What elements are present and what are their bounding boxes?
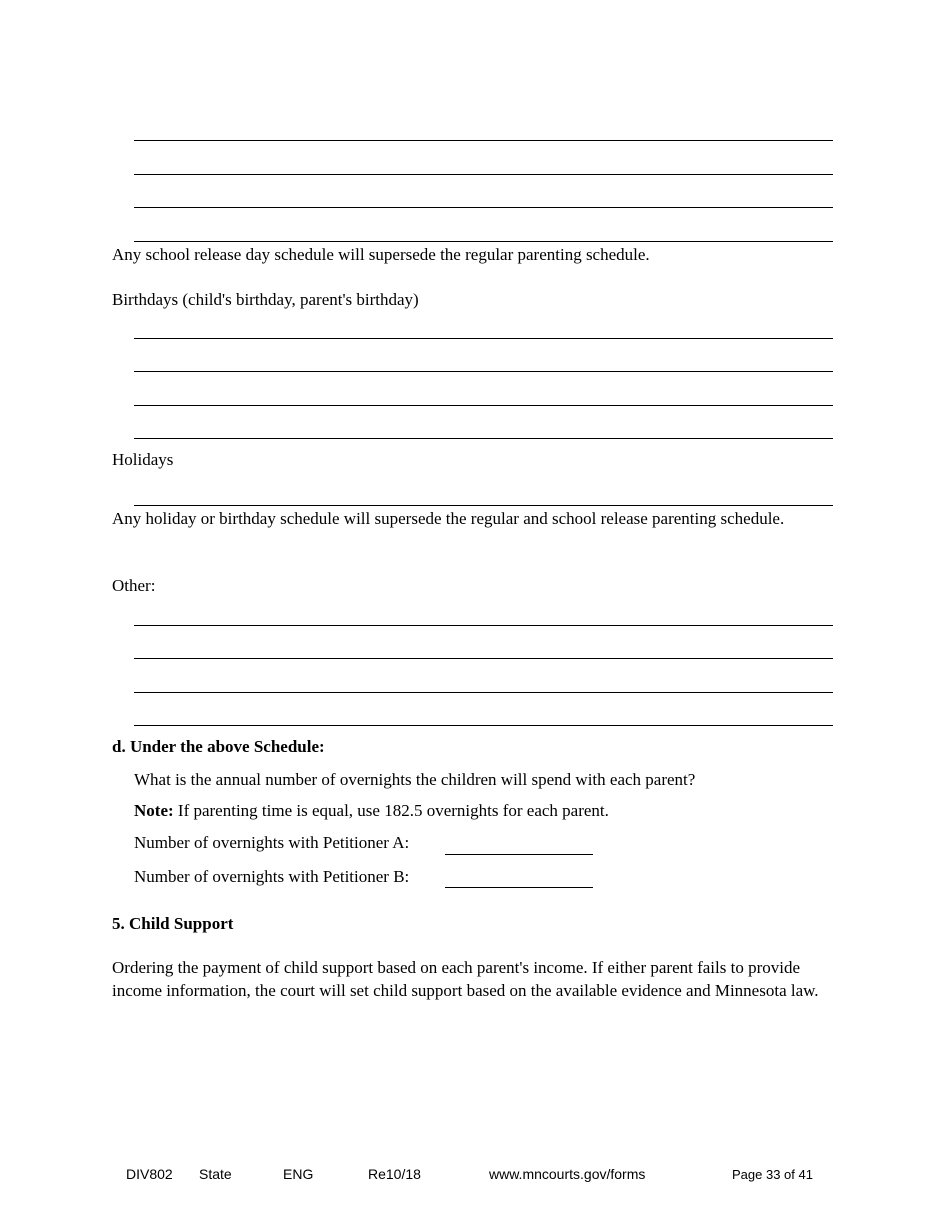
- section-5-heading: 5. Child Support: [112, 914, 234, 933]
- note-text: If parenting time is equal, use 182.5 overnights for each parent.: [173, 801, 609, 820]
- section-d-heading: d. Under the above Schedule:: [112, 737, 325, 756]
- footer-url[interactable]: www.mncourts.gov/forms: [489, 1166, 646, 1182]
- other-line[interactable]: [134, 625, 833, 626]
- other-line[interactable]: [134, 725, 833, 726]
- birthdays-line[interactable]: [134, 438, 833, 439]
- birthdays-line[interactable]: [134, 338, 833, 339]
- footer-revision: Re10/18: [368, 1166, 421, 1182]
- write-in-line[interactable]: [134, 140, 833, 141]
- child-support-text: Ordering the payment of child support based on each parent's income. If either parent fails to provide income information, the court will set child support based on the available evidence and Minnesota law.: [112, 958, 819, 1000]
- footer-form-id: DIV802: [126, 1166, 173, 1182]
- note-label: Note:: [134, 801, 174, 820]
- petitioner-b-label: Number of overnights with Petitioner B:: [134, 867, 410, 886]
- footer-page-number: Page 33 of 41: [732, 1167, 813, 1182]
- birthdays-label: Birthdays (child's birthday, parent's birthday): [112, 290, 419, 309]
- footer-state: State: [199, 1166, 232, 1182]
- footer-language: ENG: [283, 1166, 314, 1182]
- school-release-note: Any school release day schedule will supersede the regular parenting schedule.: [112, 245, 650, 264]
- holidays-line[interactable]: [134, 505, 833, 506]
- write-in-line[interactable]: [134, 207, 833, 208]
- petitioner-b-blank[interactable]: [445, 887, 593, 888]
- other-line[interactable]: [134, 692, 833, 693]
- other-line[interactable]: [134, 658, 833, 659]
- write-in-line[interactable]: [134, 241, 833, 242]
- petitioner-a-label: Number of overnights with Petitioner A:: [134, 833, 410, 852]
- birthdays-line[interactable]: [134, 405, 833, 406]
- holidays-label: Holidays: [112, 450, 174, 469]
- overnights-question: What is the annual number of overnights the children will spend with each parent?: [134, 770, 696, 789]
- holiday-note: Any holiday or birthday schedule will supersede the regular and school release parenting schedule.: [112, 509, 785, 528]
- birthdays-line[interactable]: [134, 371, 833, 372]
- write-in-line[interactable]: [134, 174, 833, 175]
- other-label: Other:: [112, 576, 156, 595]
- petitioner-a-blank[interactable]: [445, 854, 593, 855]
- equal-time-note: [134, 799, 609, 822]
